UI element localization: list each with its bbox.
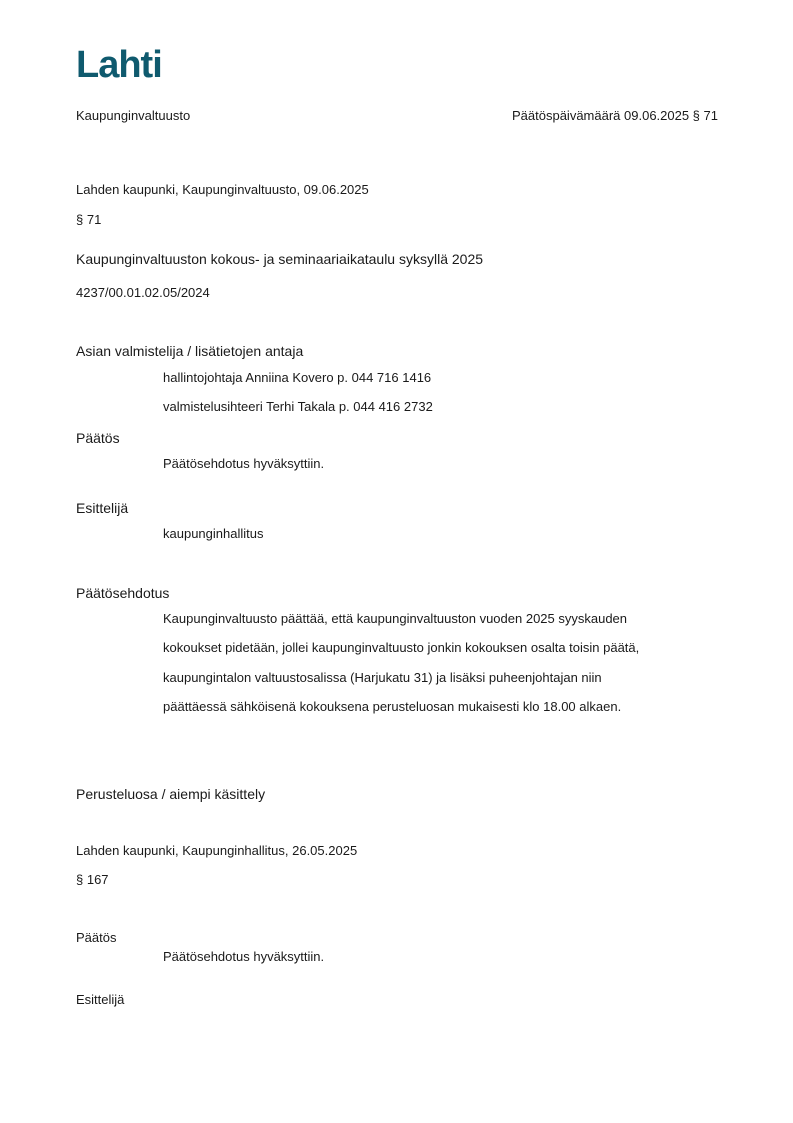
preparer-contact: hallintojohtaja Anniina Kovero p. 044 716 1416: [163, 370, 432, 385]
diary-number: 4237/00.01.02.05/2024: [76, 285, 210, 300]
decision-date: Päätöspäivämäärä 09.06.2025 § 71: [512, 108, 718, 123]
presenter-text: kaupunginhallitus: [163, 526, 264, 541]
proposal-line: kokoukset pidetään, jollei kaupunginvaltuusto jonkin kokouksen osalta toisin päätä,: [163, 640, 640, 655]
background-presenter-heading: Esittelijä: [76, 992, 125, 1007]
meeting-line: Lahden kaupunki, Kaupunginvaltuusto, 09.06.2025: [76, 182, 369, 197]
background-heading: Perusteluosa / aiempi käsittely: [76, 786, 266, 802]
proposal-line: Kaupunginvaltuusto päättää, että kaupunginvaltuuston vuoden 2025 syyskauden: [163, 611, 628, 626]
decision-text: Päätösehdotus hyväksyttiin.: [163, 456, 325, 471]
preparer-heading: Asian valmistelija / lisätietojen antaja: [76, 343, 304, 359]
background-decision-heading: Päätös: [76, 930, 117, 945]
proposal-line: päättäessä sähköisenä kokouksena perusteluosan mukaisesti klo 18.00 alkaen.: [163, 699, 622, 714]
background-meeting-line: Lahden kaupunki, Kaupunginhallitus, 26.05.2025: [76, 843, 358, 858]
lahti-logo: Lahti: [76, 44, 162, 86]
background-section-number: § 167: [76, 872, 109, 887]
document-body-name: Kaupunginvaltuusto: [76, 108, 191, 123]
proposal-line: kaupungintalon valtuustosalissa (Harjukatu 31) ja lisäksi puheenjohtajan niin: [163, 670, 602, 685]
background-decision-text: Päätösehdotus hyväksyttiin.: [163, 949, 325, 964]
presenter-heading: Esittelijä: [76, 500, 129, 516]
decision-heading: Päätös: [76, 430, 120, 446]
preparer-contact: valmistelusihteeri Terhi Takala p. 044 416 2732: [163, 399, 433, 414]
section-number: § 71: [76, 212, 102, 227]
proposal-heading: Päätösehdotus: [76, 585, 170, 601]
document-title: Kaupunginvaltuuston kokous- ja seminaariaikataulu syksyllä 2025: [76, 251, 484, 267]
